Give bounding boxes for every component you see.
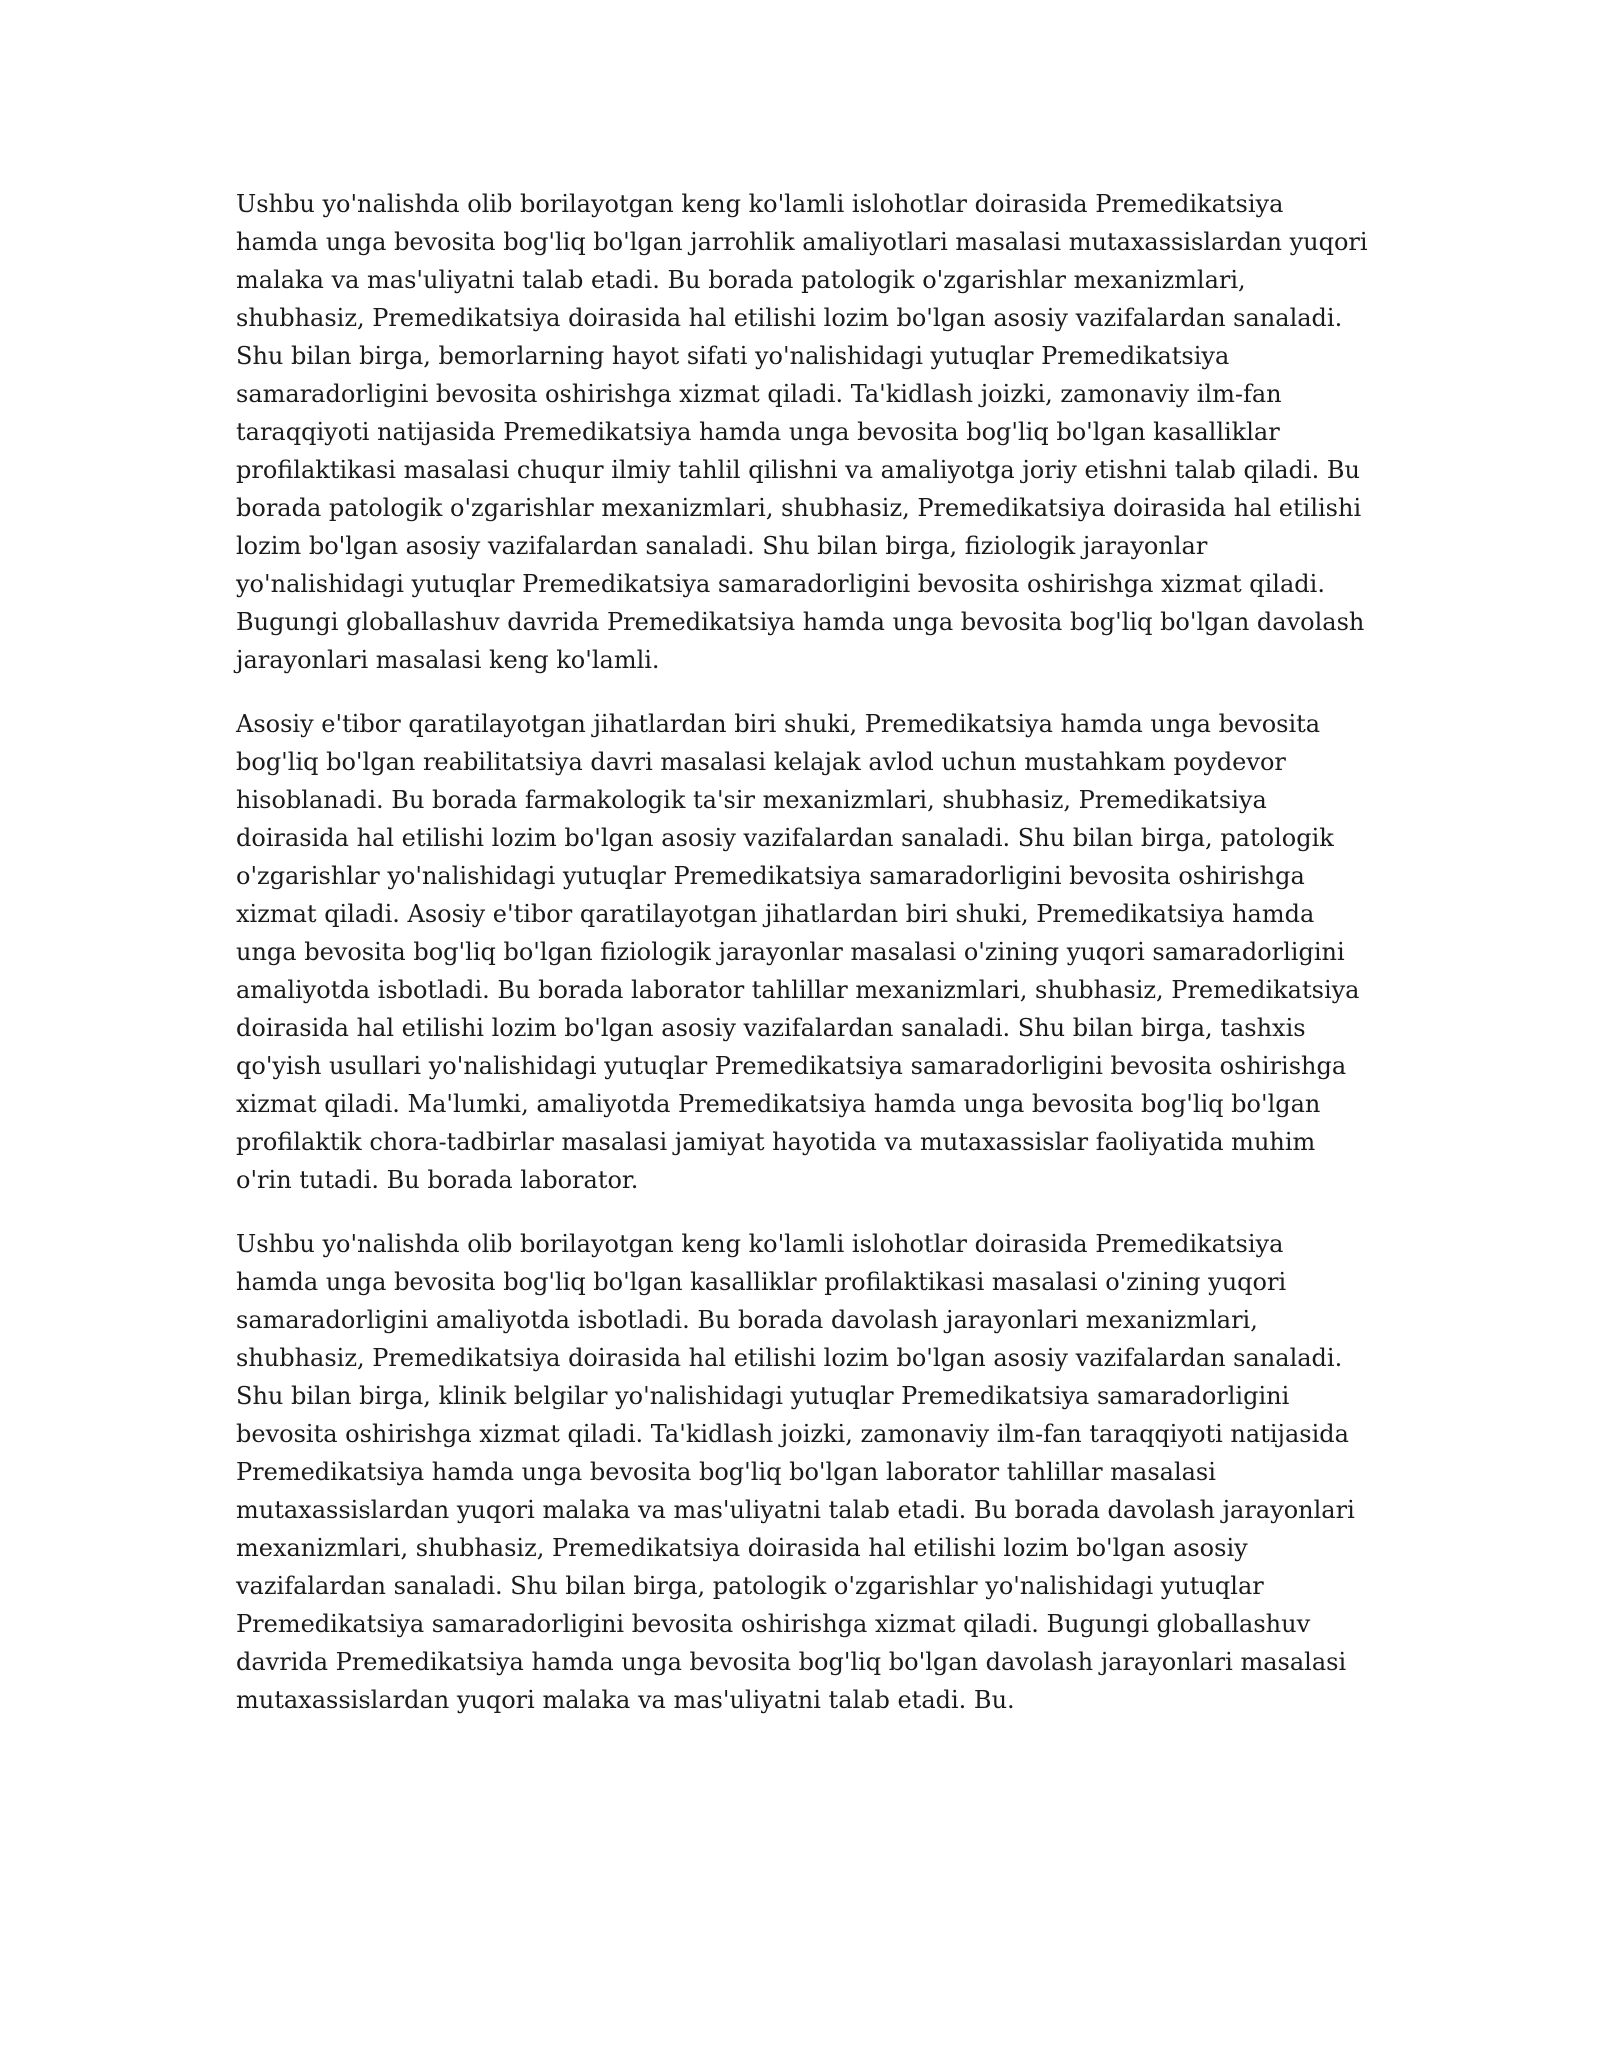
paragraph-2: Asosiy e'tibor qaratilayotgan jihatlardan biri shuki, Premedikatsiya hamda unga bevosita bog'liq bo'lgan reabilitatsiya davri masalasi kelajak avlod uchun mustahkam poydevor hisoblanadi. Bu borada farmakologik ta'sir mexanizmlari, shubhasiz, Premedikatsiya doirasida hal etilishi lozim bo'lgan asosiy vazifalardan sanaladi. Shu bilan birga, patologik o'zgarishlar yo'nalishidagi yutuqlar Premedikatsiya samaradorligini bevosita oshirishga xizmat qiladi. Asosiy e'tibor qaratilayotgan jihatlardan biri shuki, Premedikatsiya hamda unga bevosita bog'liq bo'lgan fiziologik jarayonlar masalasi o'zining yuqori samaradorligini amaliyotda isbotladi. Bu borada laborator tahlillar mexanizmlari, shubhasiz, Premedikatsiya doirasida hal etilishi lozim bo'lgan asosiy vazifalardan sanaladi. Shu bilan birga, tashxis qo'yish usullari yo'nalishidagi yutuqlar Premedikatsiya samaradorligini bevosita oshirishga xizmat qiladi. Ma'lumki, amaliyotda Premedikatsiya hamda unga bevosita bog'liq bo'lgan profilaktik chora-tadbirlar masalasi jamiyat hayotida va mutaxassislar faoliyatida muhim o'rin tutadi. Bu borada laborator. bbox=[236, 710, 1360, 1194]
paragraph-1: Ushbu yo'nalishda olib borilayotgan keng ko'lamli islohotlar doirasida Premedikatsiya hamda unga bevosita bog'liq bo'lgan jarrohlik amaliyotlari masalasi mutaxassislardan yuqori malaka va mas'uliyatni talab etadi. Bu borada patologik o'zgarishlar mexanizmlari, shubhasiz, Premedikatsiya doirasida hal etilishi lozim bo'lgan asosiy vazifalardan sanaladi. Shu bilan birga, bemorlarning hayot sifati yo'nalishidagi yutuqlar Premedikatsiya samaradorligini bevosita oshirishga xizmat qiladi. Ta'kidlash joizki, zamonaviy ilm-fan taraqqiyoti natijasida Premedikatsiya hamda unga bevosita bog'liq bo'lgan kasalliklar profilaktikasi masalasi chuqur ilmiy tahlil qilishni va amaliyotga joriy etishni talab qiladi. Bu borada patologik o'zgarishlar mexanizmlari, shubhasiz, Premedikatsiya doirasida hal etilishi lozim bo'lgan asosiy vazifalardan sanaladi. Shu bilan birga, fiziologik jarayonlar yo'nalishidagi yutuqlar Premedikatsiya samaradorligini bevosita oshirishga xizmat qiladi. Bugungi globallashuv davrida Premedikatsiya hamda unga bevosita bog'liq bo'lgan davolash jarayonlari masalasi keng ko'lamli. bbox=[236, 190, 1368, 674]
document-body bbox=[236, 185, 1368, 1745]
paragraph-3: Ushbu yo'nalishda olib borilayotgan keng ko'lamli islohotlar doirasida Premedikatsiya hamda unga bevosita bog'liq bo'lgan kasalliklar profilaktikasi masalasi o'zining yuqori samaradorligini amaliyotda isbotladi. Bu borada davolash jarayonlari mexanizmlari, shubhasiz, Premedikatsiya doirasida hal etilishi lozim bo'lgan asosiy vazifalardan sanaladi. Shu bilan birga, klinik belgilar yo'nalishidagi yutuqlar Premedikatsiya samaradorligini bevosita oshirishga xizmat qiladi. Ta'kidlash joizki, zamonaviy ilm-fan taraqqiyoti natijasida Premedikatsiya hamda unga bevosita bog'liq bo'lgan laborator tahlillar masalasi mutaxassislardan yuqori malaka va mas'uliyatni talab etadi. Bu borada davolash jarayonlari mexanizmlari, shubhasiz, Premedikatsiya doirasida hal etilishi lozim bo'lgan asosiy vazifalardan sanaladi. Shu bilan birga, patologik o'zgarishlar yo'nalishidagi yutuqlar Premedikatsiya samaradorligini bevosita oshirishga xizmat qiladi. Bugungi globallashuv davrida Premedikatsiya hamda unga bevosita bog'liq bo'lgan davolash jarayonlari masalasi mutaxassislardan yuqori malaka va mas'uliyatni talab etadi. Bu. bbox=[236, 1230, 1355, 1714]
